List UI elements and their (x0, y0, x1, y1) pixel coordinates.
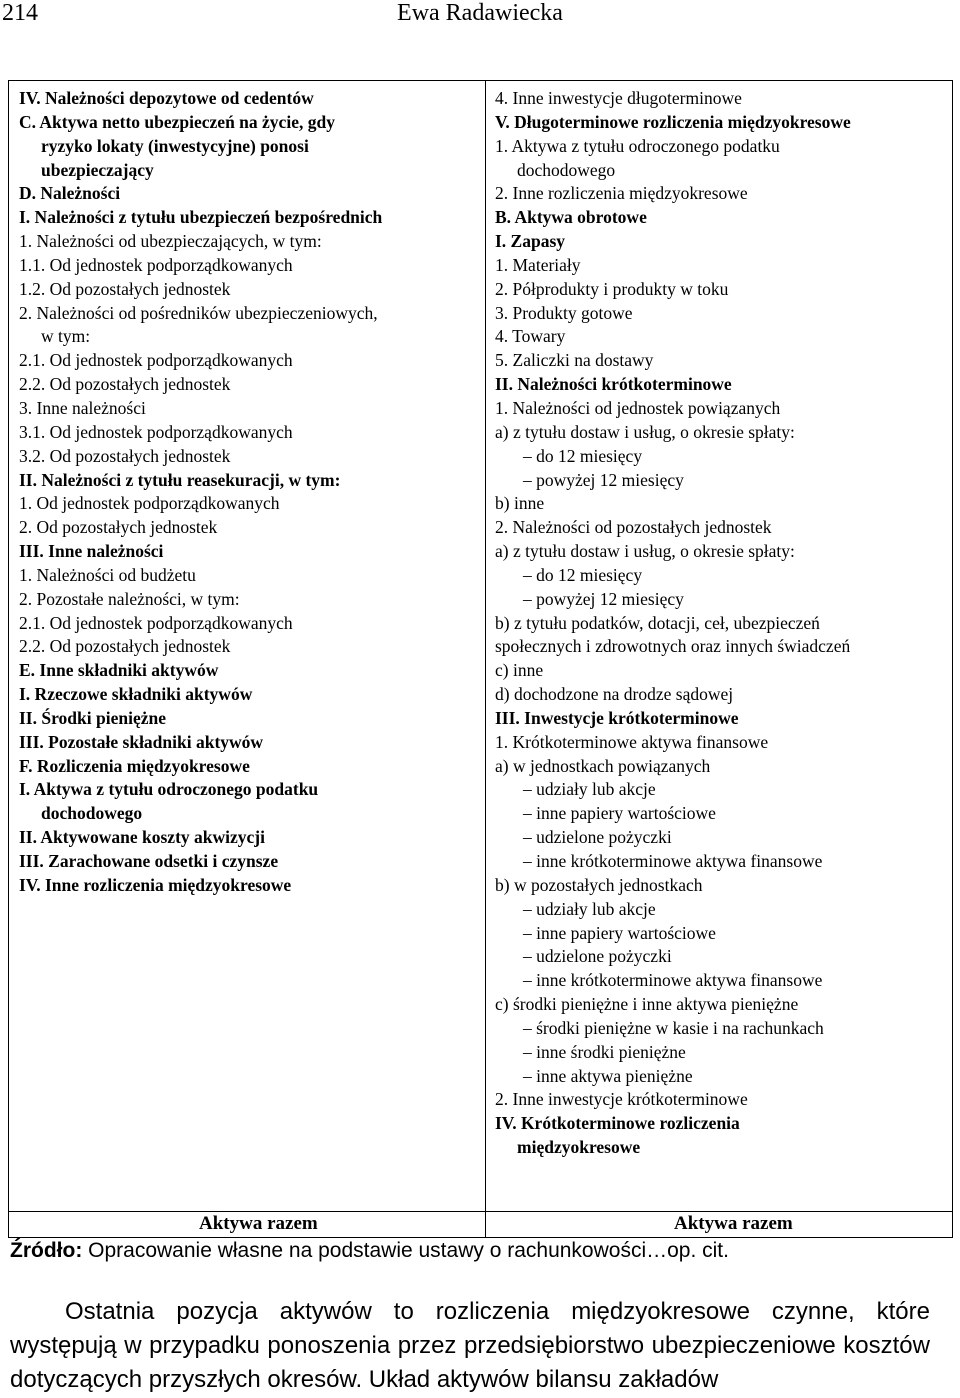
table-row: 3.1. Od jednostek podporządkowanych (19, 421, 293, 442)
table-row: – do 12 miesięcy (523, 445, 643, 466)
source-note (10, 1238, 729, 1264)
table-row: III. Pozostałe składniki aktywów (19, 731, 264, 752)
table-row: 2. Należności od pozostałych jednostek (495, 517, 772, 538)
table-row: III. Zarachowane odsetki i czynsze (19, 851, 279, 871)
table-row: c) inne (495, 660, 544, 681)
table-row: IV. Krótkoterminowe rozliczenia (495, 1113, 740, 1134)
table-row: 1. Należności od budżetu (19, 564, 196, 585)
table-row: – środki pieniężne w kasie i na rachunkach (523, 1017, 824, 1038)
table-row: 1.1. Od jednostek podporządkowanych (19, 254, 293, 275)
table-row: 2. Inne inwestycje krótkoterminowe (495, 1089, 748, 1110)
table-row: V. Długoterminowe rozliczenia międzyokresowe (495, 111, 851, 132)
table-row: 2. Od pozostałych jednostek (19, 517, 218, 538)
table-row: II. Należności z tytułu reasekuracji, w tym: (19, 469, 341, 490)
table-row: – inne aktywa pieniężne (523, 1065, 693, 1086)
page-header (0, 0, 960, 36)
running-head-author: Ewa Radawiecka (397, 0, 563, 26)
table-row: – inne krótkoterminowe aktywa finansowe (523, 851, 823, 871)
table-row: w tym: (41, 326, 91, 347)
table-row: 2.2. Od pozostałych jednostek (19, 374, 231, 395)
table-row: – do 12 miesięcy (523, 564, 643, 585)
table-row: – udzielone pożyczki (523, 827, 672, 848)
table-row: III. Inne należności (19, 541, 164, 562)
table-row: 2. Pozostałe należności, w tym: (19, 588, 240, 609)
table-row: ryzyko lokaty (inwestycyjne) ponosi (41, 135, 309, 156)
left-column (19, 87, 382, 898)
table-row: b) inne (495, 493, 545, 514)
source-label: Źródło: (10, 1239, 83, 1262)
table-row: B. Aktywa obrotowe (495, 207, 647, 228)
total-label-right: Aktywa razem (674, 1213, 793, 1234)
table-row: II. Aktywowane koszty akwizycji (19, 827, 265, 848)
table-row: ubezpieczający (41, 159, 154, 180)
table-row: – udziały lub akcje (523, 898, 656, 919)
table-row: I. Rzeczowe składniki aktywów (19, 684, 253, 705)
table-row: 4. Towary (495, 326, 566, 347)
page-number: 214 (2, 0, 38, 26)
totals-divider (9, 1211, 952, 1212)
table-row: II. Środki pieniężne (19, 707, 166, 728)
table-row: 1. Od jednostek podporządkowanych (19, 493, 280, 514)
table-row: a) z tytułu dostaw i usług, o okresie spłaty: (495, 541, 795, 562)
table-row: D. Należności (19, 183, 121, 204)
table-row: III. Inwestycje krótkoterminowe (495, 707, 739, 728)
right-column (495, 87, 851, 1160)
table-row: 2.2. Od pozostałych jednostek (19, 636, 231, 657)
table-row: E. Inne składniki aktywów (19, 660, 219, 681)
table-row: dochodowego (517, 159, 616, 180)
table-row: 3.2. Od pozostałych jednostek (19, 445, 231, 466)
table-row: 1. Należności od ubezpieczających, w tym: (19, 231, 322, 252)
table-row: międzyokresowe (517, 1137, 641, 1158)
table-row: a) w jednostkach powiązanych (495, 755, 711, 776)
table-row: – inne papiery wartościowe (523, 803, 716, 824)
table-row: – udzielone pożyczki (523, 946, 672, 967)
table-row: d) dochodzone na drodze sądowej (495, 684, 734, 705)
table-row: I. Aktywa z tytułu odroczonego podatku (19, 779, 319, 800)
table-row: 5. Zaliczki na dostawy (495, 350, 654, 371)
table-row: IV. Inne rozliczenia międzyokresowe (19, 874, 292, 895)
balance-sheet-table (8, 80, 953, 1238)
table-row: F. Rozliczenia międzyokresowe (19, 755, 250, 776)
table-row: b) w pozostałych jednostkach (495, 874, 703, 895)
table-row: c) środki pieniężne i inne aktywa pieniężne (495, 994, 799, 1015)
table-row: 1. Krótkoterminowe aktywa finansowe (495, 731, 769, 752)
table-row: IV. Należności depozytowe od cedentów (19, 88, 314, 108)
table-row: a) z tytułu dostaw i usług, o okresie spłaty: (495, 421, 795, 442)
table-row: – inne papiery wartościowe (523, 922, 716, 943)
table-row: 2. Należności od pośredników ubezpieczeniowych, (19, 302, 378, 323)
table-row: 2.1. Od jednostek podporządkowanych (19, 612, 293, 633)
column-divider (485, 81, 486, 1237)
source-text: Opracowanie własne na podstawie ustawy o rachunkowości…op. cit. (82, 1239, 729, 1262)
table-row: 1. Materiały (495, 254, 581, 275)
table-row: II. Należności krótkoterminowe (495, 374, 732, 395)
table-row: – powyżej 12 miesięcy (523, 588, 684, 609)
table-row: – inne środki pieniężne (523, 1041, 686, 1062)
table-row: 1.2. Od pozostałych jednostek (19, 278, 231, 299)
table-row: 3. Produkty gotowe (495, 302, 633, 323)
table-row: społecznych i zdrowotnych oraz innych świadczeń (495, 636, 851, 657)
table-row: – inne krótkoterminowe aktywa finansowe (523, 970, 823, 991)
table-row: 4. Inne inwestycje długoterminowe (495, 88, 742, 108)
table-row: C. Aktywa netto ubezpieczeń na życie, gdy (19, 111, 335, 132)
table-row: 2. Inne rozliczenia międzyokresowe (495, 183, 748, 204)
table-row: – powyżej 12 miesięcy (523, 469, 684, 490)
body-paragraph: Ostatnia pozycja aktywów to rozliczenia międzyokresowe czynne, które występują w przypadku ponoszenia przez przedsiębiorstwo ubezpieczeniowe kosztów dotyczących przyszłych okresów. Układ aktywów bilansu zakładów (10, 1298, 930, 1393)
table-row: dochodowego (41, 803, 143, 824)
table-row: I. Zapasy (495, 231, 566, 252)
table-row: b) z tytułu podatków, dotacji, ceł, ubezpieczeń (495, 612, 820, 633)
total-label-left: Aktywa razem (199, 1213, 318, 1234)
table-row: 2.1. Od jednostek podporządkowanych (19, 350, 293, 371)
table-row: I. Należności z tytułu ubezpieczeń bezpośrednich (19, 207, 383, 228)
table-row: 1. Aktywa z tytułu odroczonego podatku (495, 135, 780, 156)
table-row: 1. Należności od jednostek powiązanych (495, 397, 781, 418)
table-row: – udziały lub akcje (523, 779, 656, 800)
table-row: 3. Inne należności (19, 397, 146, 418)
table-row: 2. Półprodukty i produkty w toku (495, 278, 729, 299)
